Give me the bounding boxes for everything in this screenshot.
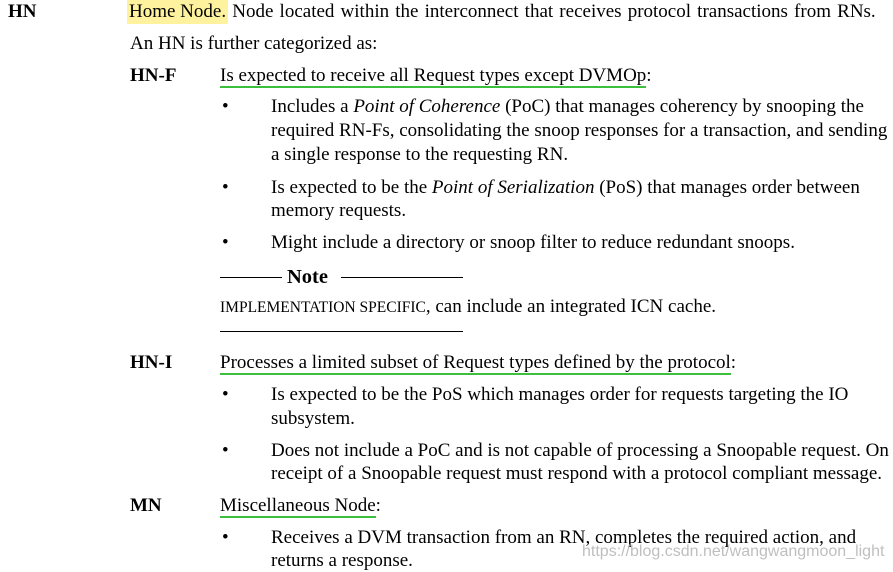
bullet-marker: •: [222, 96, 229, 117]
italic-term-point-of-serialization: Point of Serialization: [431, 177, 595, 198]
text-run: (PoS) that manages order between: [594, 177, 860, 198]
term-mn: MN: [130, 495, 162, 516]
note-body-text: , can include an integrated ICN cache.: [425, 296, 717, 317]
hn-f-bullet-2-line-2: memory requests.: [271, 200, 407, 221]
hn-f-bullet-2-line-1: [271, 177, 860, 199]
note-body: [220, 296, 716, 318]
hn-f-bullet-3-line-1: Might include a directory or snoop filter to reduce redundant snoops.: [271, 232, 795, 253]
text-run: Is expected to be the: [271, 177, 432, 198]
hn-f-bullet-1-line-1: [271, 96, 864, 118]
mn-heading: [220, 495, 381, 517]
note-rule-right: [341, 277, 463, 278]
hn-i-bullet-1-line-2: subsystem.: [271, 408, 355, 429]
hn-i-heading-text: Processes a limited subset of Request types defined by the protocol: [220, 352, 731, 373]
term-hn-i: HN-I: [130, 352, 173, 373]
mn-bullet-1-line-2: returns a response.: [271, 550, 413, 571]
note-label: Note: [287, 266, 328, 288]
italic-term-point-of-coherence: Point of Coherence: [353, 96, 501, 117]
watermark-text: https://blog.csdn.net/wangwangmoon_light: [582, 543, 885, 560]
hn-i-bullet-2-line-2: receipt of a Snoopable request must respond with a protocol compliant message.: [271, 463, 883, 484]
hn-f-heading-text: Is expected to receive all Request types except DVMOp: [220, 65, 647, 86]
bullet-marker: •: [222, 232, 229, 253]
mn-heading-text: Miscellaneous Node: [220, 495, 376, 516]
note-rule-left: [220, 277, 282, 278]
text-run: (PoC) that manages coherency by snooping the: [500, 96, 864, 117]
mn-heading-colon: :: [375, 495, 381, 516]
hn-i-bullet-1-line-1: Is expected to be the PoS which manages order for requests targeting the IO: [271, 384, 849, 405]
hn-definition-text: Node located within the interconnect that receives protocol transactions from RNs.: [226, 1, 876, 22]
hn-i-heading-colon: :: [730, 352, 737, 373]
hn-f-heading-colon: :: [646, 65, 652, 86]
implementation-specific-label: IMPLEMENTATION SPECIFIC: [220, 299, 426, 316]
term-hn-f: HN-F: [130, 65, 177, 86]
home-node-highlight: Home Node.: [129, 1, 227, 22]
hn-f-heading: [220, 65, 652, 87]
mn-bullet-1-line-1: Receives a DVM transaction from an RN, completes the required action, and: [271, 527, 857, 548]
bullet-marker: •: [222, 440, 229, 461]
bullet-marker: •: [222, 527, 229, 548]
bullet-marker: •: [222, 177, 229, 198]
text-run: Includes a: [271, 96, 354, 117]
bullet-marker: •: [222, 384, 229, 405]
hn-f-bullet-1-line-2: required RN-Fs, consolidating the snoop responses for a transaction, and sending: [271, 120, 888, 141]
note-rule-bottom: [220, 331, 463, 332]
hn-f-bullet-1-line-3: a single response to the requesting RN.: [271, 144, 569, 165]
term-hn: HN: [8, 1, 37, 22]
hn-definition-line: [129, 1, 876, 23]
hn-intro-text: An HN is further categorized as:: [130, 33, 378, 54]
hn-i-bullet-2-line-1: Does not include a PoC and is not capable of processing a Snoopable request. On: [271, 440, 889, 461]
hn-i-heading: [220, 352, 736, 374]
